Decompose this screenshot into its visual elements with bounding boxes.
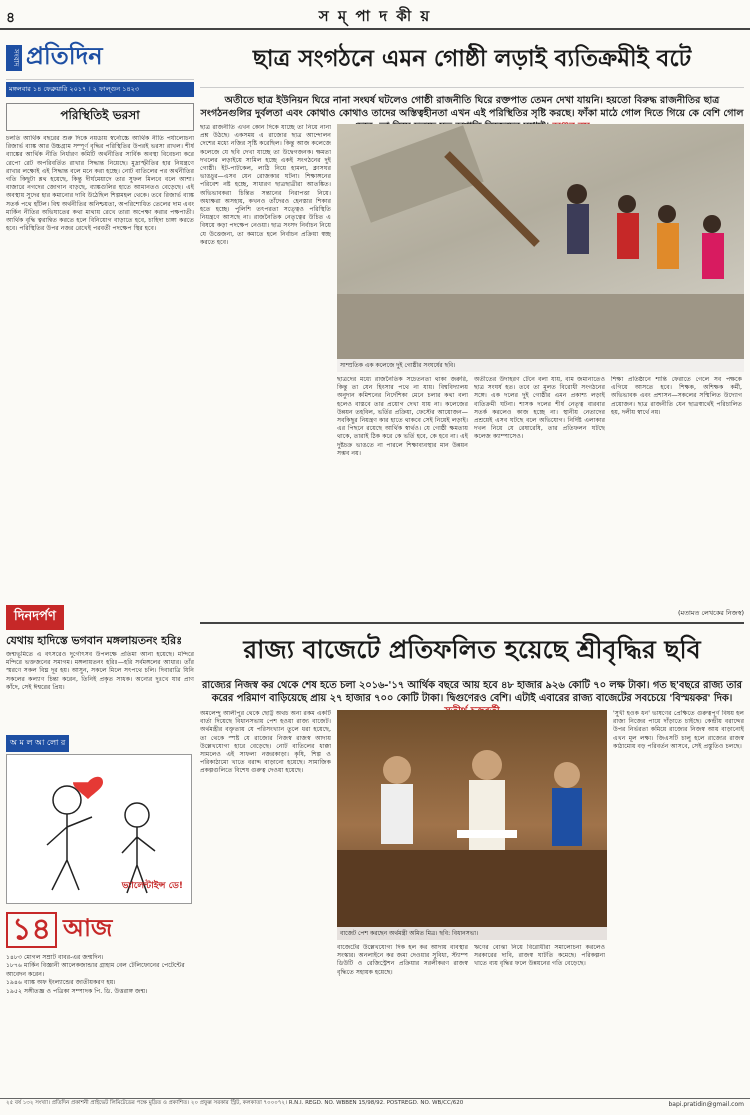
photo1-caption: সাম্প্রতিক এক কলেজে দুই গোষ্ঠীর সংঘর্ষের ছবি। (337, 359, 744, 372)
article2-right-column (613, 710, 744, 1065)
article1-deck-text: অতীতে ছাত্র ইউনিয়ন ঘিরে নানা সংঘর্ষ ঘটলেও গোষ্ঠী রাজনীতি ঘিরে রক্তপাত তেমন দেখা যায়নি। হয়তো বিরুদ্ধ রাজনীতির ছাত্র সংগঠনগুলির দুর্বলতা এবং কোথাও কোথাও তাদের অস্তিত্বহীনতা এখন এই পরিস্থিতির সৃষ্টি করছে। ফাঁকা মাঠে গোল দিতে গিয়ে কে বেশি গোল (200, 95, 744, 119)
clash-photo-image-icon (337, 124, 744, 372)
aaj-event: ১৯৫২ সঙ্গীতজ্ঞ ও পত্রিকা সম্পাদক পি. ডি. উত্তরাঙ্গ জন্ম। (6, 987, 148, 995)
article1-col1: ছাত্র রাজনীতি এখন কোন দিকে যাচ্ছে তা নিয়ে নানা প্রশ্ন উঠছে। একসময় এ রাজ্যের ছাত্র আন্দোলন দেশের মধ্যে নজির সৃষ্টি করেছিল। কিন্তু আজ কলেজে কলেজে যে ছবি দেখা যাচ্ছে তা উদ্বেগজনক। ক্ষমতা দখলের লড়াইয়ে সামিল হচ্ছে একই সংগঠনের দুই গোষ্ঠী। ইট-পাটকেল, লাঠি নিয়ে হামলা, ক্লাসঘর ভাঙচুর—এসব যেন রোজকার ঘটনা। শিক্ষাঙ্গনের পরিবেশ নষ্ট হচ্ছে, সাধারণ ছাত্রছাত্রীরা আতঙ্কিত। অভিভাবকরা চিন্তিত সন্তানের নিরাপত্তা নিয়ে। অধ্যক্ষরা অসহায়, কখনও তাঁদেরও হেনস্তার শিকার হতে হচ্ছে। পুলিশি তৎপরতা সত্ত্বেও পরিস্থিতি নিয়ন্ত্রণে আসছে না। রাজনৈতিক নেতৃত্বের উচিত এ বিষয়ে কড়া পদক্ষেপ নেওয়া। ছাত্র সংসদ নির্বাচন নিয়ে যে উত্তেজনা, তা কমাতে হলে নির্বাচন প্রক্রিয়া স্বচ্ছ করতে হবে। (200, 124, 331, 246)
article2-col1: অমলেন্দু আলীপুর থেকে ছোট্ট অথচ অন্য রকম একটি বার্তা দিয়েছে বিধানসভায় পেশ হওয়া রাজ্য বাজেট। অর্থমন্ত্রীর বক্তৃতায় যে পরিসংখ্যান তুলে ধরা হয়েছে, তা থেকে স্পষ্ট যে রাজ্যের নিজস্ব রাজস্ব আদায় উল্লেখযোগ্য হারে বেড়েছে। নোট বাতিলের ধাক্কা সামলেও এই সাফল্য নজরকাড়া। কৃষি, শিল্প ও পরিকাঠামো খাতে বরাদ্দ বাড়ানো হয়েছে। সামাজিক প্রকল্পগুলিতে বিশেষ গুরুত্ব দেওয়া হয়েছে। (200, 710, 331, 775)
dindarpan-quote: যেথায় হাদিস্তে ভগবান মঙ্গলায়তনং হরিঃ (6, 634, 183, 647)
article2-col4: 'সুখী হওক ধন' ভাষণের প্রেক্ষিতে গুরুত্বপূর্ণ বিষয় হল রাজ্য নিজের পায়ে দাঁড়াতে চাইছে। কেন্দ্রীয় বরাদ্দের উপর নির্ভরতা কমিয়ে রাজ্যের নিজস্ব আয় বাড়ানোই এখন মূল লক্ষ্য। জিএসটি চালু হলে রাজ্যের রাজস্ব কাঠামোয় বড় পরিবর্তন আসবে, সেই প্রস্তুতিও চলছে। (613, 710, 744, 750)
article2-deck-text: রাজ্যের নিজস্ব কর থেকে শেষ হতে চলা ২০১৬-'১৭ আর্থিক বছরে আয় হবে ৪৮ হাজার ৯২৬ কোটি ৭০ লক্ষ টাকা। গত ছ'বছরে রাজ্য তার করের পরিমাণ বাড়িয়েছে প্রায় ২৭ হাজার ৭০০ কোটি টাকা। দ্বিগুণেরও বেশি। এটাই এবারের রাজ্য বাজেটের সবচেয়ে 'বিস্ময়কর' দিক। (202, 680, 742, 704)
page-header-strip (0, 0, 750, 30)
article1-headline: ছাত্র সংগঠনে এমন গোষ্ঠী লড়াই ব্যতিক্রমীই বটে (200, 36, 744, 88)
budget-photo-image-icon (337, 710, 607, 940)
article-budget (200, 622, 744, 976)
article2-col2: বাজেটের উল্লেখযোগ্য দিক হল কর আদায় ব্যবস্থার সংস্কার। অনলাইনে কর জমা দেওয়ার সুবিধা, স্ট্যাম্প ডিউটি ও রেজিস্ট্রেশন প্রক্রিয়ার সরলীকরণ রাজস্ব বৃদ্ধিতে সহায়ক হয়েছে। (337, 944, 468, 976)
dindarpan-body: জন্মভূমিতে এ বৎসরেও দুর্গোৎসব উপলক্ষে প্রতিমা আনা হয়েছে। মন্দিরে মন্দিরে ভক্তজনের সমাগম। মঙ্গলায়তনং হরিঃ—হরি সর্বমঙ্গলের আধার। তাঁর স্মরণে সকল বিঘ্ন দূর হয়। আসুন, সকলে মিলে সৎপথে চলি। দিবারাত্রি যিনি সকলের কল্যাণ চিন্তা করেন, তিনিই প্রকৃত সাধক। অন্যের দুঃখে যার প্রাণ কাঁদে, সেই ঈশ্বরের প্রিয়। (6, 651, 194, 691)
page-footer (0, 1098, 750, 1115)
photo2-caption: বাজেট পেশ করছেন অর্থমন্ত্রী অমিত মিত্র। ছবি: বিধানসভা। (337, 927, 607, 940)
aaj-event: ১৮৭৬ মার্কিন বিজ্ঞানী আলেকজান্ডার গ্রাহাম বেল টেলিফোনের পেটেন্টের আবেদন করেন। (6, 962, 185, 978)
aaj-event: ১৯৪৬ ব্যাঙ্ক অফ ইংল্যান্ডের জাতীয়করণ হয়। (6, 979, 116, 987)
article1-lower-columns (337, 376, 744, 604)
left-sidebar (6, 36, 194, 1096)
newspaper-logo: প্রতিদিন (26, 40, 103, 70)
editorial-body: চলতি আর্থিক বছরের শুরু দিকে নয়ডায় স্বর্নোচ্চে আর্থিক নীতি পর্যালোচনা রিজার্ভ ব্যাঙ্ক আর উচ্চগ্রাম সম্পূর্ণ বৃদ্ধির পরিস্থিতির উপরই ভরসা রাখল। শীর্ষ ব্যাঙ্কের আর্থিক নীতি নির্ধারণ কমিটি অর্থনীতির সার্বিক অবস্থা বিবেচনা করে রেপো রেট অপরিবর্তিত রাখার সিদ্ধান্ত নিয়েছে। মুদ্রাস্ফীতির হার নিয়ন্ত্রণে রাখার লক্ষ্যেই এই সিদ্ধান্ত বলে মনে করা হচ্ছে। নোট বাতিলের পর অর্থনীতির গতি কিছুটা শ্লথ হয়েছে, কিন্তু দীর্ঘমেয়াদে তার সুফল মিলবে বলে আশা। বাজারে নগদের জোগান বাড়ছে, ব্যাঙ্কগুলির হাতে আমানতও বেড়েছে। এই অবস্থায় সুদের হার কমানোর দাবি উঠেছিল শিল্পমহল থেকে। তবে রিজার্ভ ব্যাঙ্ক সতর্ক পথে হাঁটল। বিশ্ব অর্থনীতির অনিশ্চয়তা, অপরিশোধিত তেলের দাম এবং মার্কিন নীতির অভিঘাতের কথা মাথায় রেখে তারা অপেক্ষা করার পক্ষপাতী। আর্থিক বৃদ্ধি ত্বরান্বিত করতে হলে বিনিয়োগ বাড়াতে হবে, চাহিদা চাঙ্গা করতে হবে। পরিস্থিতির উপর নজর রেখেই পরবর্তী পদক্ষেপ স্থির হবে। (6, 135, 194, 233)
cartoon-header: অ ম ল আ লো র (6, 735, 69, 752)
aaj-events (6, 954, 194, 996)
cartoon-caption: ভ্যালেন্টাইন্স ডে! (121, 881, 183, 891)
footer-imprint: ২৫ বর্ষ ১৩২ সংখ্যা। প্রতিদিন প্রকাশনী প্রাইভেট লিমিটেডের পক্ষে মুদ্রিত ও প্রকাশিত। ২০ প্রফুল্ল সরকার স্ট্রিট, কলকাতা ৭০০০৭২। R.N.I. REGD. NO. WBBEN 15/98/92. POSTREGD. NO. WB/CC/620 (6, 1100, 464, 1106)
dindarpan-header: দিনদর্পণ (6, 605, 64, 630)
editorial-title: পরিস্থিতিই ভরসা (6, 103, 194, 131)
aaj-event: ১৪৮৩ মোগল সম্রাট বাবর-এর জন্মদিন। (6, 954, 104, 961)
budget-photo (337, 710, 607, 940)
section-title: স ম্ পা দ কী য় (318, 7, 432, 25)
logo-small: সংবাদ (6, 45, 22, 71)
article2-lower-columns (337, 944, 607, 1064)
page-number: ৪ (6, 10, 16, 26)
cartoon (6, 754, 192, 904)
article1-col3: অতীতের উদাহরণ টেনে বলা যায়, বাম জমানাতেও ছাত্র সংঘর্ষ হত। তবে তা মূলত বিরোধী সংগঠনের সঙ্গে। এক দলের দুই গোষ্ঠীর এমন প্রকাশ্য লড়াই ব্যতিক্রমী ঘটনা। শাসক দলের শীর্ষ নেতৃত্ব বারবার সতর্ক করলেও কাজ হচ্ছে না। স্থানীয় নেতাদের প্রশ্রয়েই এসব ঘটছে বলে অভিযোগ। নির্দিষ্ট এলাকার দখল নিয়ে যে রেষারেষি, তার প্রতিফলন ঘটছে কলেজ ক্যাম্পাসেও। (474, 376, 605, 441)
article2-headline: রাজ্য বাজেটে প্রতিফলিত হয়েছে শ্রীবৃদ্ধির ছবি (200, 622, 744, 673)
masthead (6, 36, 194, 80)
article1-credit: (মতামত লেখকের নিজস্ব) (677, 609, 744, 617)
aaj-word: আজ (62, 914, 113, 942)
article1-col4: শিক্ষা প্রতিষ্ঠানে শান্তি ফেরাতে গেলে সব পক্ষকে এগিয়ে আসতে হবে। শিক্ষক, অশিক্ষক কর্মী, অভিভাবক এবং প্রশাসন—সকলের সম্মিলিত উদ্যোগ প্রয়োজন। ছাত্র রাজনীতি যেন ছাত্রস্বার্থেই পরিচালিত হয়, দলীয় স্বার্থে নয়। (611, 376, 742, 416)
aaj-day: ১৪ (6, 912, 57, 948)
dateline: মঙ্গলবার ১৪ ফেব্রুয়ারি ২০১৭ । ২ ফাল্গুন ১৪২৩ (6, 82, 194, 97)
aaj-header (6, 910, 194, 950)
article2-col3: ঋণের বোঝা নিয়ে বিরোধীরা সমালোচনা করলেও সরকারের দাবি, রাজস্ব ঘাটতি কমেছে। পরিকল্পনা খাতে ব্যয় বৃদ্ধির ফলে উন্নয়নের গতি বেড়েছে। (474, 944, 605, 968)
clash-photo (337, 124, 744, 372)
article1-col2: ছাত্রদের মধ্যে রাজনৈতিক সচেতনতা থাকা জরুরি, কিন্তু তা যেন হিংসার পথে না যায়। বিশ্ববিদ্যালয় অনুদান কমিশনের নির্দেশিকা মেনে চলার কথা বলা হলেও বাস্তবে তার প্রয়োগ দেখা যায় না। কলেজের উন্নয়ন তহবিল, ভর্তির প্রক্রিয়া, ফেস্টের আয়োজন—সবকিছুর নিয়ন্ত্রণ কার হাতে থাকবে সেই নিয়েই লড়াই। এর পিছনে রয়েছে আর্থিক স্বার্থও। যে গোষ্ঠী ক্ষমতায় থাকে, তারাই ঠিক করে কে ভর্তি হবে, কে হবে না। এই দুষ্টচক্র ভাঙতে না পারলে শিক্ষাব্যবস্থার মান উন্নয়ন সম্ভব নয়। (337, 376, 468, 457)
footer-email[interactable]: bapi.pratidin@gmail.com (668, 1101, 744, 1108)
